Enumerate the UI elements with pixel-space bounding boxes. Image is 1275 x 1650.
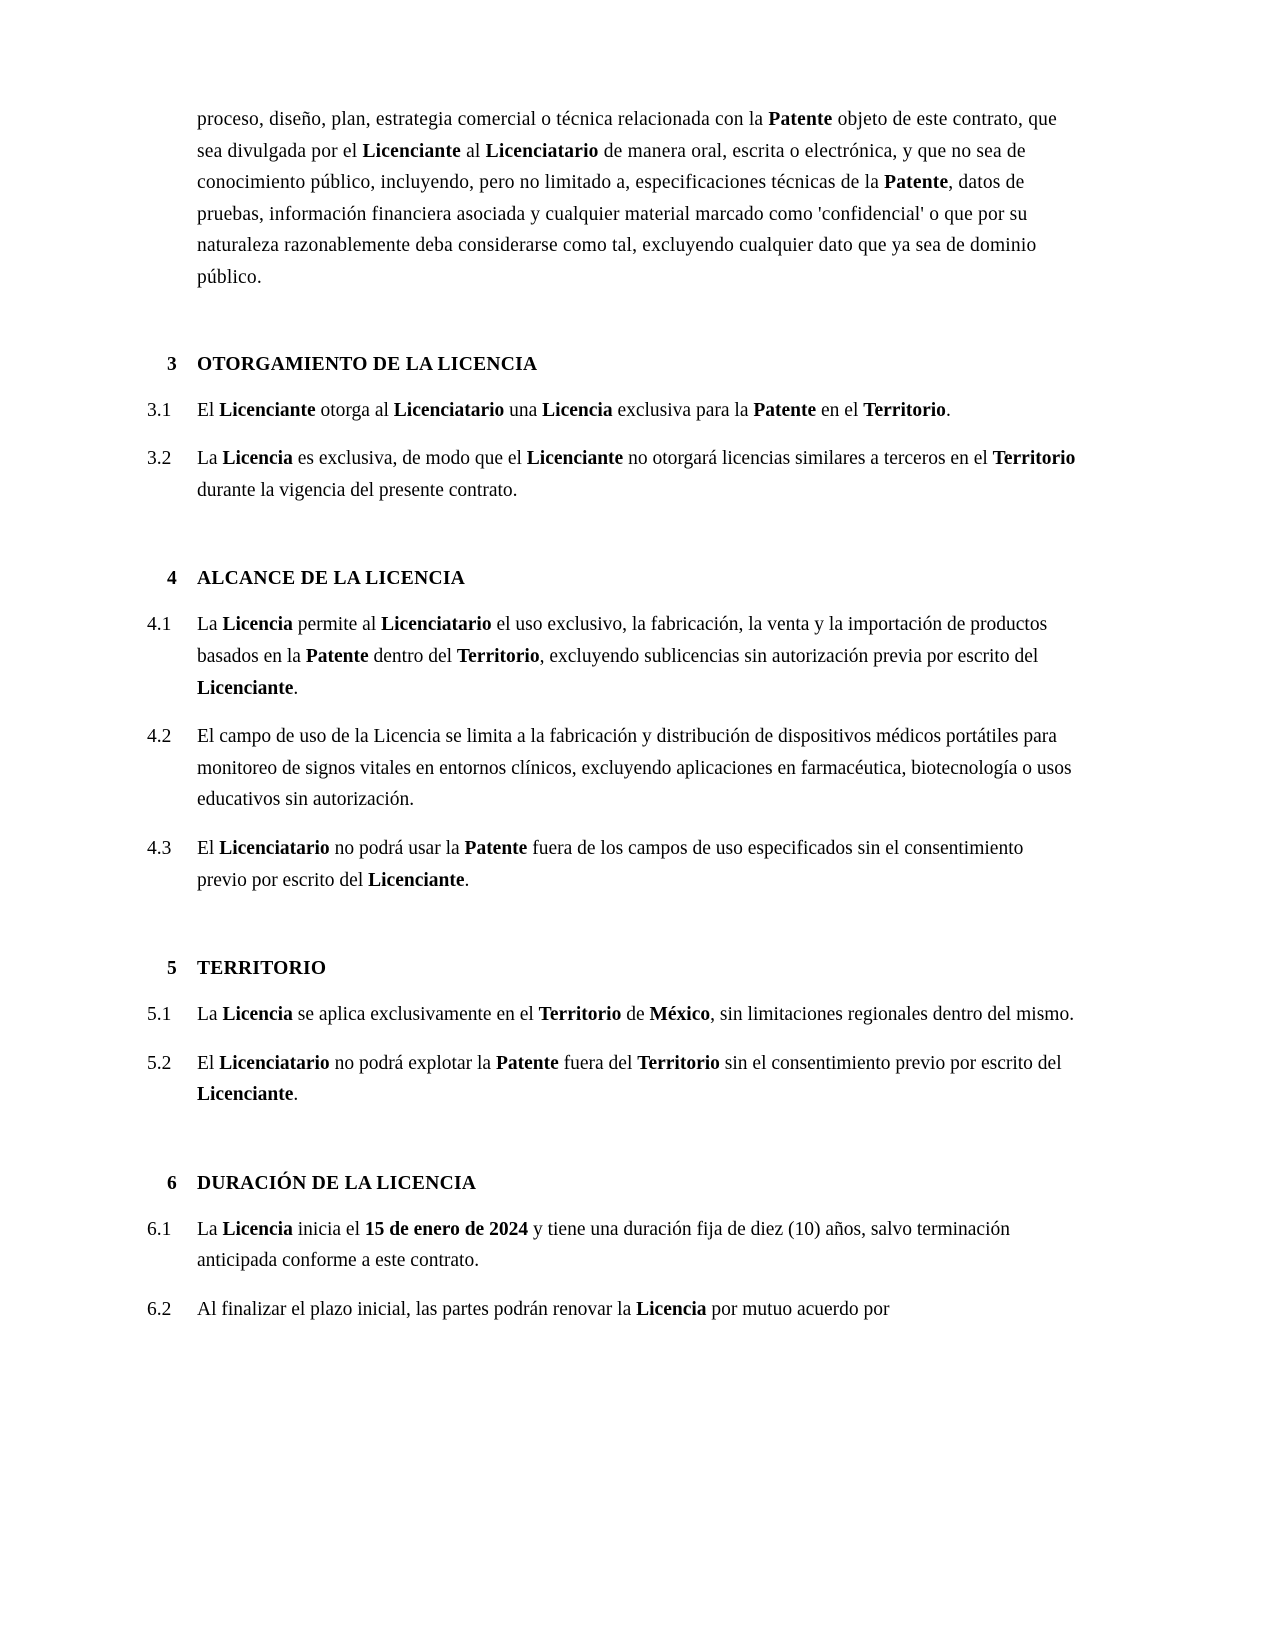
defined-term: Licencia [222, 614, 293, 636]
text-run: El [197, 1052, 220, 1074]
defined-term: Patente [768, 109, 833, 130]
text-run: , sin limitaciones regionales dentro del mismo. [710, 1004, 1075, 1026]
clause-5.2 [147, 1048, 1077, 1111]
text-run: permite al [292, 614, 382, 636]
text-run: en el [816, 399, 864, 421]
defined-term: Licenciatario [219, 837, 330, 859]
text-run: Al finalizar el plazo inicial, las partes podrán renovar la [197, 1299, 637, 1321]
section-number: 5 [167, 958, 178, 980]
defined-term: Licenciante [362, 140, 462, 162]
clause-3.2 [147, 443, 1077, 506]
text-run: La [197, 1218, 223, 1240]
defined-term: Patente [495, 1052, 559, 1074]
text-run: por mutuo acuerdo por [706, 1299, 890, 1321]
section-heading [147, 956, 1077, 982]
section-5 [147, 956, 1077, 1111]
defined-term: Licenciante [197, 1084, 294, 1106]
text-run: La [197, 448, 223, 470]
defined-term: Licenciatario [485, 140, 599, 162]
defined-term: Licencia [542, 399, 613, 421]
clause-number: 6.1 [147, 1218, 172, 1240]
clause-5.1 [147, 999, 1077, 1031]
clause-number: 4.3 [147, 837, 172, 859]
defined-term: Territorio [538, 1004, 622, 1026]
defined-term: Licenciatario [393, 399, 505, 421]
section-number: 6 [167, 1172, 178, 1194]
section-heading [147, 352, 1077, 378]
clause-text [197, 609, 1077, 704]
text-run: de [621, 1004, 650, 1026]
clause-text [197, 999, 1077, 1031]
defined-term: Patente [464, 837, 528, 859]
clause-6.2 [147, 1294, 1077, 1326]
section-6 [147, 1171, 1077, 1326]
defined-term: Patente [305, 645, 369, 667]
defined-term: Licenciante [197, 677, 294, 699]
defined-term: Licenciante [526, 448, 624, 470]
defined-term: Licencia [222, 1004, 293, 1026]
clause-text [197, 443, 1077, 506]
clause-4.1 [147, 609, 1077, 704]
section-number: 3 [167, 353, 178, 375]
clause-number: 3.2 [147, 448, 172, 470]
text-run: El [197, 837, 220, 859]
defined-term: Territorio [456, 645, 540, 667]
clause-3.1 [147, 395, 1077, 427]
clause-number: 5.2 [147, 1052, 172, 1074]
clause-text [197, 1214, 1077, 1277]
clause-6.1 [147, 1214, 1077, 1277]
section-number: 4 [167, 568, 178, 590]
text-run: . [945, 399, 951, 421]
section-title: OTORGAMIENTO DE LA LICENCIA [197, 353, 538, 375]
text-run: dentro del [368, 645, 457, 667]
text-run: otorga al [315, 399, 394, 421]
defined-term: Patente [753, 399, 817, 421]
spacer [147, 294, 1077, 352]
clause-text [197, 1294, 1077, 1326]
text-run: . [293, 677, 299, 699]
clause-number: 3.1 [147, 399, 172, 421]
defined-term: 15 de enero de 2024 [364, 1218, 529, 1240]
clause-number: 6.2 [147, 1299, 172, 1321]
section-3 [147, 352, 1077, 507]
defined-term: Licencia [222, 1218, 293, 1240]
text-run: . [293, 1084, 299, 1106]
text-run: La [197, 614, 223, 636]
text-run: , excluyendo sublicencias sin autorización previa por escrito del [539, 645, 1039, 667]
text-run: , datos de pruebas, información financiera asociada y cualquier material marcado como 'confidencial' o que por su naturaleza razonablemente deba considerarse como tal, excluyendo cualquier dato que ya sea de dominio público. [197, 172, 1037, 288]
text-run: fuera del [558, 1052, 638, 1074]
section-4 [147, 566, 1077, 896]
text-run: fuera de los campos de uso especificados sin el consentimiento previo por escrito del [197, 837, 1024, 891]
defined-term: Territorio [863, 399, 946, 421]
spacer [147, 896, 1077, 956]
clause-number: 4.2 [147, 726, 172, 748]
section-heading [147, 566, 1077, 592]
text-run: se aplica exclusivamente en el [292, 1004, 539, 1026]
section-title: ALCANCE DE LA LICENCIA [197, 568, 466, 590]
clause-number: 5.1 [147, 1004, 172, 1026]
text-run: es exclusiva, de modo que el [292, 448, 527, 470]
defined-term: México [649, 1004, 711, 1026]
text-run: durante la vigencia del presente contrato. [197, 479, 518, 501]
defined-term: Licenciante [219, 399, 316, 421]
text-run: proceso, diseño, plan, estrategia comercial o técnica relacionada con la [197, 109, 769, 130]
text-run: no podrá usar la [329, 837, 465, 859]
sections-container [147, 352, 1077, 1326]
defined-term: Licenciatario [219, 1052, 330, 1074]
section-title: TERRITORIO [197, 958, 327, 980]
defined-term: Licenciatario [381, 614, 492, 636]
clause-text [197, 395, 1077, 427]
text-run: el uso exclusivo, la fabricación, la venta y la importación de productos basados en la [197, 614, 1048, 667]
intro-paragraph [197, 104, 1077, 294]
text-run: . [464, 869, 470, 891]
defined-term: Licencia [222, 448, 293, 470]
defined-term: Patente [884, 172, 949, 194]
defined-term: Licenciante [368, 869, 465, 891]
text-run: inicia el [292, 1218, 365, 1240]
section-heading [147, 1171, 1077, 1197]
clause-4.3 [147, 833, 1077, 896]
text-run: El campo de uso de la Licencia se limita a la fabricación y distribución de dispositivos médicos portátiles para monitoreo de signos vitales en entornos clínicos, excluyendo aplicaciones en farmacéutica, biotecnología o usos educativos sin autorización. [197, 726, 1072, 811]
text-run: al [461, 140, 486, 162]
defined-term: Licencia [636, 1299, 707, 1321]
text-run: La [197, 1004, 223, 1026]
defined-term: Territorio [992, 448, 1076, 470]
section-title: DURACIÓN DE LA LICENCIA [197, 1172, 477, 1194]
spacer [147, 1111, 1077, 1171]
clause-number: 4.1 [147, 614, 172, 636]
spacer [147, 506, 1077, 566]
text-run: una [504, 399, 543, 421]
clause-text [197, 721, 1077, 816]
text-run: y tiene una duración fija de diez (10) años, salvo terminación anticipada conforme a este contrato. [197, 1218, 1011, 1272]
text-run: exclusiva para la [612, 399, 754, 421]
text-run: no podrá explotar la [329, 1052, 496, 1074]
clause-text [197, 1048, 1077, 1111]
text-run: no otorgará licencias similares a terceros en el [623, 448, 993, 470]
text-run: objeto de este contrato, que sea divulgada por el [197, 109, 1057, 162]
clause-text [197, 833, 1077, 896]
text-run: El [197, 399, 220, 421]
text-run: de manera oral, escrita o electrónica, y que no sea de conocimiento público, incluyendo, pero no limitado a, especificaciones técnicas de la [197, 140, 1026, 194]
defined-term: Territorio [637, 1052, 720, 1074]
text-run: sin el consentimiento previo por escrito del [719, 1052, 1062, 1074]
clause-4.2 [147, 721, 1077, 816]
page-content [147, 104, 1077, 1326]
